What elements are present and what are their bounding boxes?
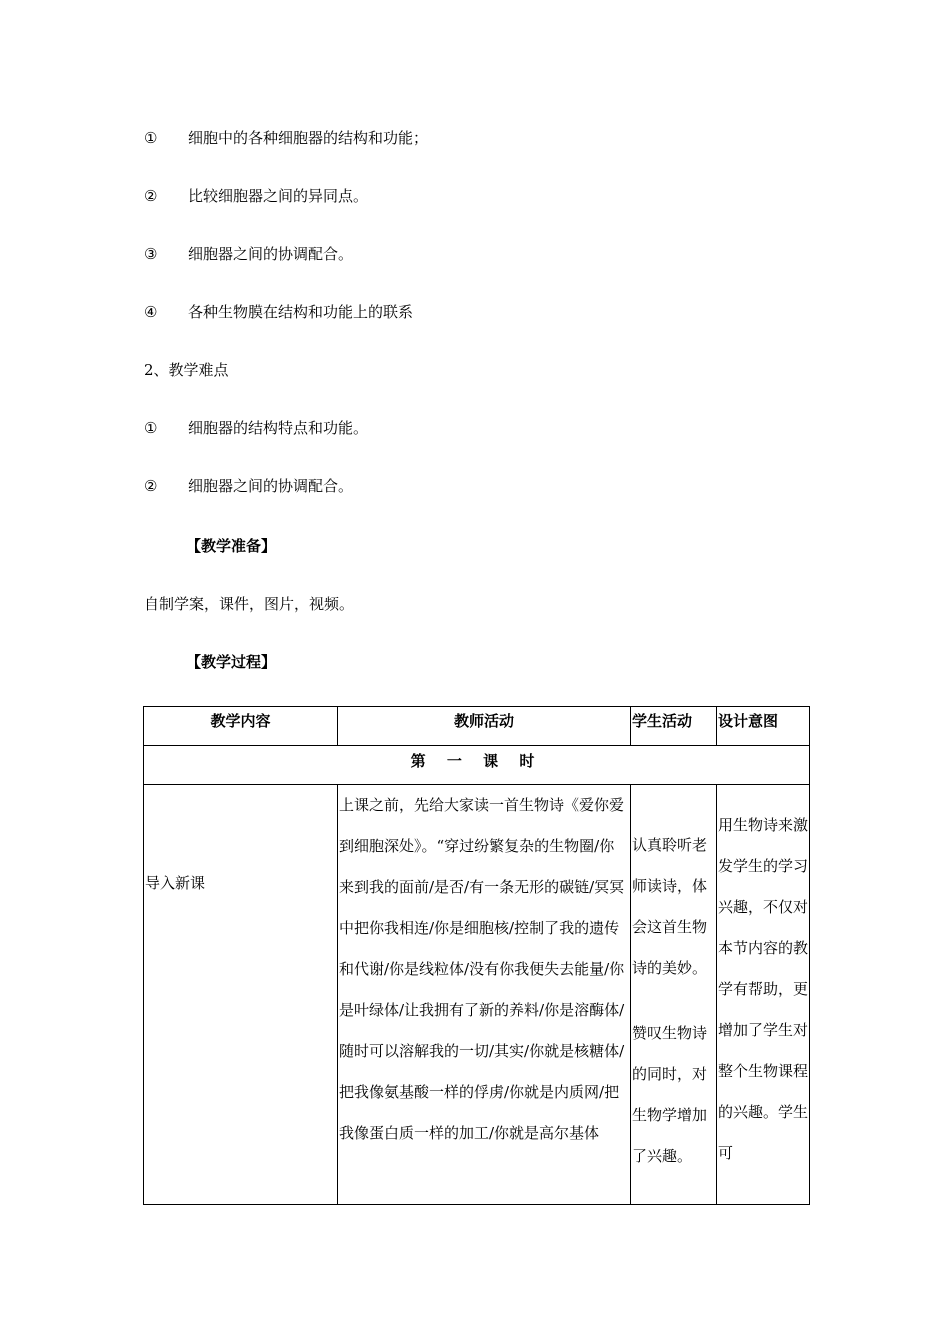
preparation-text: 自制学案，课件，图片，视频。 (144, 595, 355, 613)
key-point-4-number: ④ (144, 303, 158, 321)
header-student: 学生活动 (631, 707, 717, 746)
key-point-3-number: ③ (144, 245, 158, 263)
difficulty-2 (144, 476, 353, 496)
key-point-1-number: ① (144, 129, 158, 147)
table-header-row (144, 707, 810, 746)
student-activity-2: 赞叹生物诗的同时，对生物学增加了兴趣。 (632, 1024, 708, 1165)
process-heading: 【教学过程】 (186, 653, 277, 671)
session-label: 第 一 课 时 (144, 746, 810, 785)
student-activity-1: 认真聆听老师读诗，体会这首生物诗的美妙。 (632, 836, 708, 977)
difficulties-title: 2、教学难点 (144, 361, 229, 379)
key-point-3 (144, 244, 353, 264)
difficulty-1-number: ① (144, 419, 158, 437)
process-table (143, 706, 810, 1205)
cell-intent (717, 785, 810, 1205)
key-point-3-text: 细胞器之间的协调配合。 (188, 245, 354, 263)
cell-teacher-text: 上课之前，先给大家读一首生物诗《爱你爱到细胞深处》。“穿过纷繁复杂的生物圈/你来到我的面前/是否/有一条无形的碳链/冥冥中把你我相连/你是细胞核/控制了我的遗传和代谢/你是线粒体/没有你我便失去能量/你是叶绿体/让我拥有了新的养料/你是溶酶体/随时可以溶解我的一切/其实/你就是核糖体/把我像氨基酸一样的俘虏/你就是内质网/把我像蛋白质一样的加工/你就是高尔基体 (339, 796, 625, 1142)
difficulty-1-text: 细胞器的结构特点和功能。 (188, 419, 369, 437)
difficulty-2-number: ② (144, 477, 158, 495)
key-point-4-text: 各种生物膜在结构和功能上的联系 (188, 303, 414, 321)
key-point-4 (144, 302, 413, 322)
cell-content-text: 导入新课 (145, 874, 206, 892)
cell-teacher (338, 785, 631, 1205)
cell-student-text (631, 785, 716, 1177)
table-row (144, 785, 810, 1205)
cell-student (631, 785, 717, 1205)
key-point-2-number: ② (144, 187, 158, 205)
difficulty-1 (144, 418, 368, 438)
key-point-1-text: 细胞中的各种细胞器的结构和功能； (188, 129, 429, 147)
difficulty-2-text: 细胞器之间的协调配合。 (188, 477, 354, 495)
header-teacher: 教师活动 (338, 707, 631, 746)
header-content: 教学内容 (144, 707, 338, 746)
key-point-2 (144, 186, 368, 206)
key-point-1 (144, 128, 428, 148)
cell-content (144, 785, 338, 1205)
key-point-2-text: 比较细胞器之间的异同点。 (188, 187, 369, 205)
session-row (144, 746, 810, 785)
cell-intent-text: 用生物诗来激发学生的学习兴趣，不仅对本节内容的教学有帮助，更增加了学生对整个生物课程的兴趣。学生可 (718, 816, 809, 1162)
header-intent: 设计意图 (717, 707, 810, 746)
preparation-heading: 【教学准备】 (186, 537, 277, 555)
